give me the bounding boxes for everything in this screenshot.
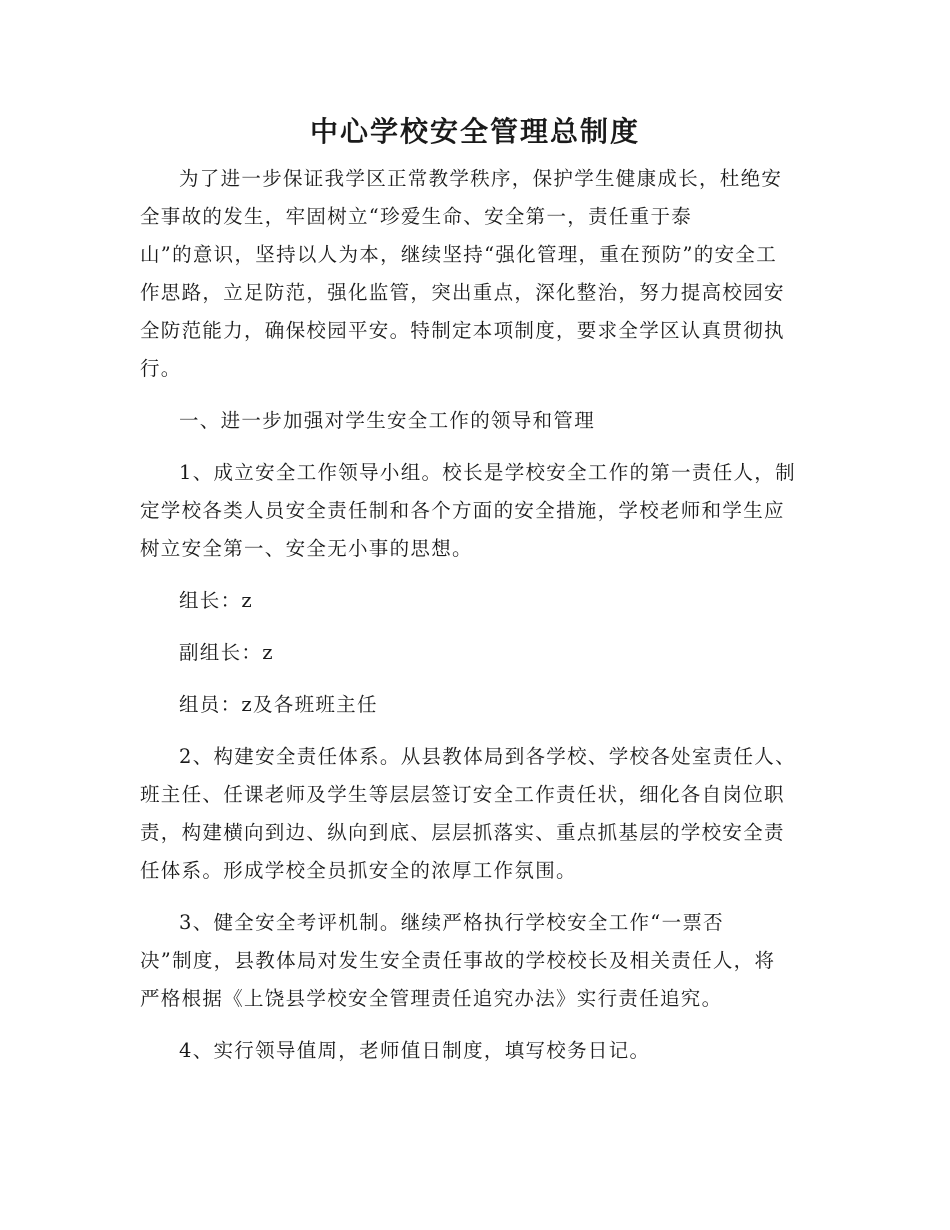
document-body bbox=[140, 160, 796, 1070]
deputy-leader-line: 副组长：z bbox=[179, 641, 274, 664]
document-title: 中心学校安全管理总制度 bbox=[309, 115, 640, 148]
group-members-line: 组员：z及各班班主任 bbox=[179, 693, 378, 716]
item-paragraph-3: 3、健全安全考评机制。继续严格执行学校安全工作“一票否 决”制度，县教体局对发生安全责任事故的学校校长及相关责任人，将严格根据《上饶县学校安全管理责任追究办法》实行责任追究。 bbox=[140, 911, 776, 1010]
section-heading-1: 一、进一步加强对学生安全工作的领导和管理 bbox=[179, 409, 596, 432]
item-paragraph-1: 1、成立安全工作领导小组。校长是学校安全工作的第一责任人，制定学校各类人员安全责任制和各个方面的安全措施，学校老师和学生应树立安全第一、安全无小事的思想。 bbox=[140, 461, 796, 560]
item-paragraph-4: 4、实行领导值周，老师值日制度，填写校务日记。 bbox=[179, 1039, 651, 1062]
group-leader-line: 组长：z bbox=[179, 589, 253, 612]
intro-paragraph: 为了进一步保证我学区正常教学秩序，保护学生健康成长，杜绝安全事故的发生，牢固树立“珍爱生命、安全第一，责任重于泰 山”的意识，坚持以人为本，继续坚持“强化管理，重在预防”的安全工作思路，立足防范，强化监管，突出重点，深化整治，努力提高校园安全防范能力，确保校园平安。特制定本项制度，要求全学区认真贯彻执行。 bbox=[140, 167, 785, 380]
item-paragraph-2: 2、构建安全责任体系。从县教体局到各学校、学校各处室责任人、班主任、任课老师及学生等层层签订安全工作责任状，细化各自岗位职责，构建横向到边、纵向到底、层层抓落实、重点抓基层的学校安全责任体系。形成学校全员抓安全的浓厚工作氛围。 bbox=[140, 745, 796, 882]
